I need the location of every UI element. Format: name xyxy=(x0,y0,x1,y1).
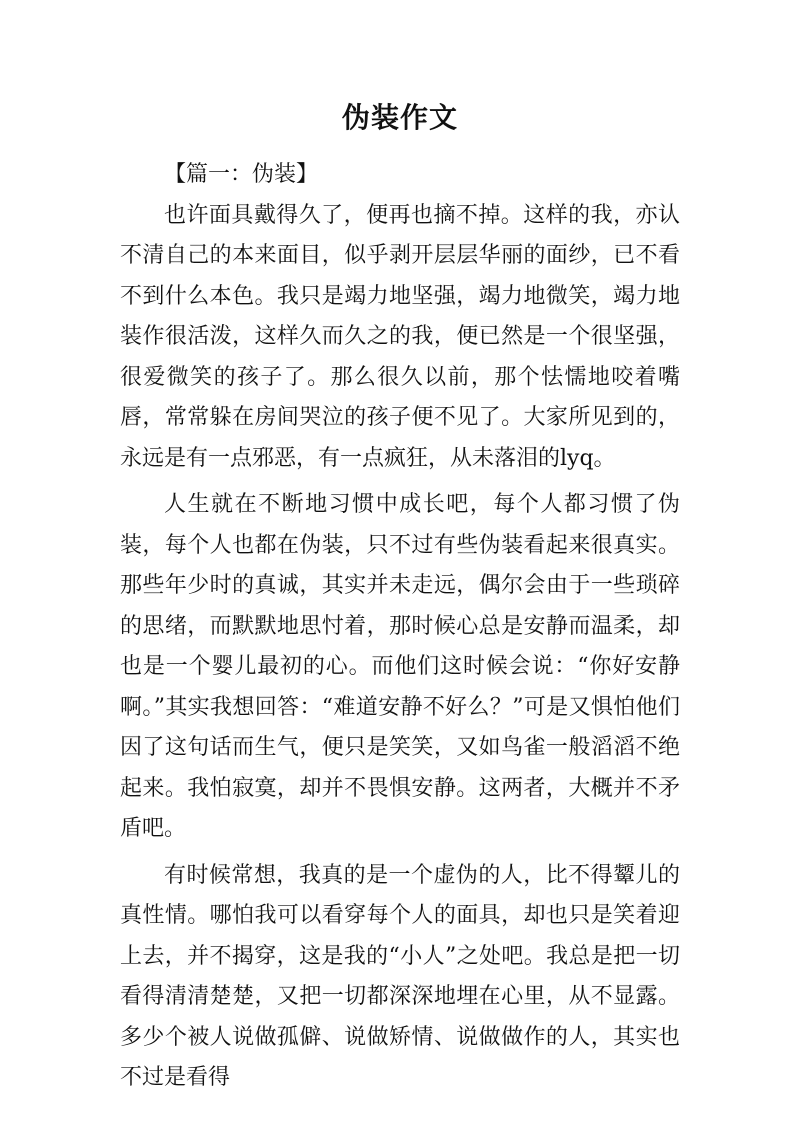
paragraph-1: 也许面具戴得久了，便再也摘不掉。这样的我，亦认不清自己的本来面目，似乎剥开层层华丽的面纱，已不看不到什么本色。我只是竭力地坚强，竭力地微笑，竭力地装作很活泼，这样久而久之的我，便已然是一个很坚强，很爱微笑的孩子了。那么很久以前，那个怯懦地咬着嘴唇，常常躲在房间哭泣的孩子便不见了。大家所见到的，永远是有一点邪恶，有一点疯狂，从未落泪的lyq。 xyxy=(120,202,680,471)
paragraph-2: 人生就在不断地习惯中成长吧，每个人都习惯了伪装，每个人也都在伪装，只不过有些伪装看起来很真实。那些年少时的真诚，其实并未走远，偶尔会由于一些琐碎的思绪，而默默地思忖着，那时候心总是安静而温柔，却也是一个婴儿最初的心。而他们这时候会说：“你好安静啊。”其实我想回答：“难道安静不好么？”可是又惧怕他们因了这句话而生气，便只是笑笑，又如鸟雀一般滔滔不绝起来。我怕寂寞，却并不畏惧安静。这两者，大概并不矛盾吧。 xyxy=(120,492,680,841)
document-body xyxy=(120,155,680,1105)
section-heading: 【篇一：伪装】 xyxy=(164,162,319,187)
document-title: 伪装作文 xyxy=(341,101,458,134)
paragraph-3: 有时候常想，我真的是一个虚伪的人，比不得颦儿的真性情。哪怕我可以看穿每个人的面具，却也只是笑着迎上去，并不揭穿，这是我的“小人”之处吧。我总是把一切看得清清楚楚，又把一切都深深地埋在心里，从不显露。多少个被人说做孤僻、说做矫情、说做做作的人，其实也不过是看得 xyxy=(120,862,680,1090)
